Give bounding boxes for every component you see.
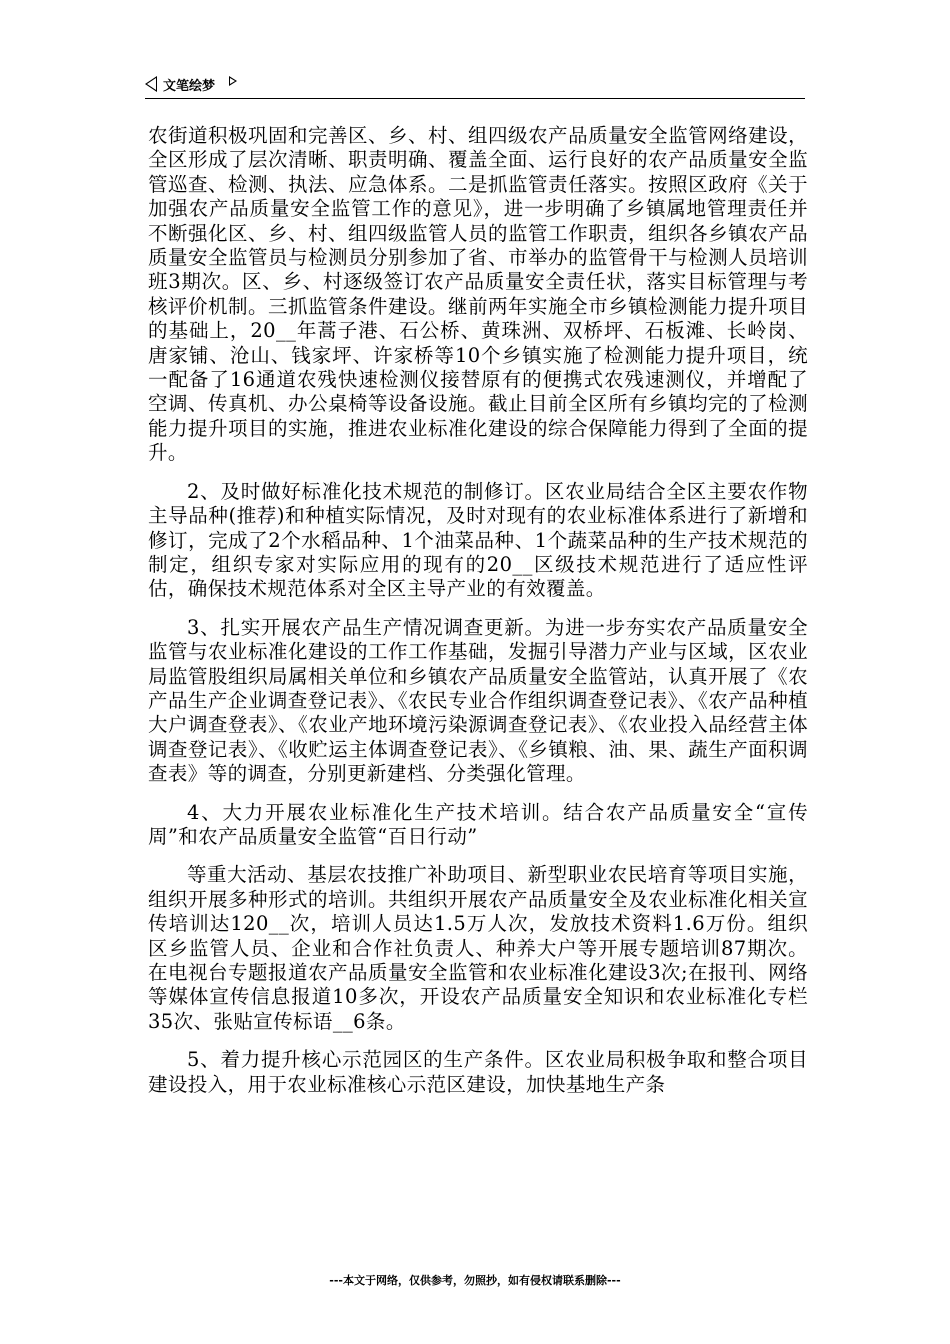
document-body [148, 124, 808, 1111]
paragraph-3: 3、扎实开展农产品生产情况调查更新。为进一步夯实农产品质量安全监管与农业标准化建设的工作工作基础，发掘引导潜力产业与区域，区农业局监管股组织局属相关单位和乡镇农产品质量安全监管站，认真开展了《农产品生产企业调查登记表》、《农民专业合作组织调查登记表》、《农产品种植大户调查登表》、《农业产地环境污染源调查登记表》、《农业投入品经营主体调查登记表》、《收贮运主体调查登记表》、《乡镇粮、油、果、蔬生产面积调查表》等的调查，分别更新建档、分类强化管理。 [148, 615, 808, 786]
paragraph-6: 5、着力提升核心示范园区的生产条件。区农业局积极争取和整合项目建设投入，用于农业标准核心示范区建设，加快基地生产条 [148, 1048, 808, 1096]
paragraph-1: 农街道积极巩固和完善区、乡、村、组四级农产品质量安全监管网络建设，全区形成了层次清晰、职责明确、覆盖全面、运行良好的农产品质量安全监管巡查、检测、执法、应急体系。二是抓监管责任落实。按照区政府《关于加强农产品质量安全监管工作的意见》，进一步明确了乡镇属地管理责任并不断强化区、乡、村、组四级监管人员的监管工作职责，组织各乡镇农产品质量安全监管员与检测员分别参加了省、市举办的监管骨干与检测人员培训班3期次。区、乡、村逐级签订农产品质量安全责任状，落实目标管理与考核评价机制。三抓监管条件建设。继前两年实施全市乡镇检测能力提升项目的基础上，20__年蒿子港、石公桥、黄珠洲、双桥坪、石板滩、长岭岗、唐家铺、沧山、钱家坪、许家桥等10个乡镇实施了检测能力提升项目，统一配备了16通道农残快速检测仪接替原有的便携式农残速测仪，并增配了空调、传真机、办公桌椅等设备设施。截止目前全区所有乡镇均完的了检测能力提升项目的实施，推进农业标准化建设的综合保障能力得到了全面的提升。 [148, 124, 808, 465]
paragraph-4: 4、大力开展农业标准化生产技术培训。结合农产品质量安全“宣传周”和农产品质量安全监管“百日行动” [148, 800, 808, 848]
triangle-right-icon [229, 76, 237, 86]
brand-label: 文笔绘梦 [163, 78, 216, 94]
paragraph-5: 等重大活动、基层农技推广补助项目、新型职业农民培育等项目实施，组织开展多种形式的培训。共组织开展农产品质量安全及农业标准化相关宣传培训达120__次，培训人员达1.5万人次，发放技术资料1.6万份。组织区乡监管人员、企业和合作社负责人、种养大户等开展专题培训87期次。在电视台专题报道农产品质量安全监管和农业标准化建设3次;在报刊、网络等媒体宣传信息报道10多次，开设农产品质量安全知识和农业标准化专栏35次、张贴宣传标语__6条。 [148, 863, 808, 1033]
triangle-left-icon [145, 76, 157, 92]
page-header [145, 70, 805, 99]
footer-notice: ---本文于网络，仅供参考，勿照抄，如有侵权请联系删除--- [329, 1274, 621, 1287]
paragraph-2: 2、及时做好标准化技术规范的制修订。区农业局结合全区主要农作物主导品种(推荐)和种植实际情况，及时对现有的农业标准体系进行了新增和修订，完成了2个水稻品种、1个油菜品种、1个蔬菜品种的生产技术规范的制定，组织专家对实际应用的现有的20__区级技术规范进行了适应性评估，确保技术规范体系对全区主导产业的有效覆盖。 [148, 479, 808, 601]
